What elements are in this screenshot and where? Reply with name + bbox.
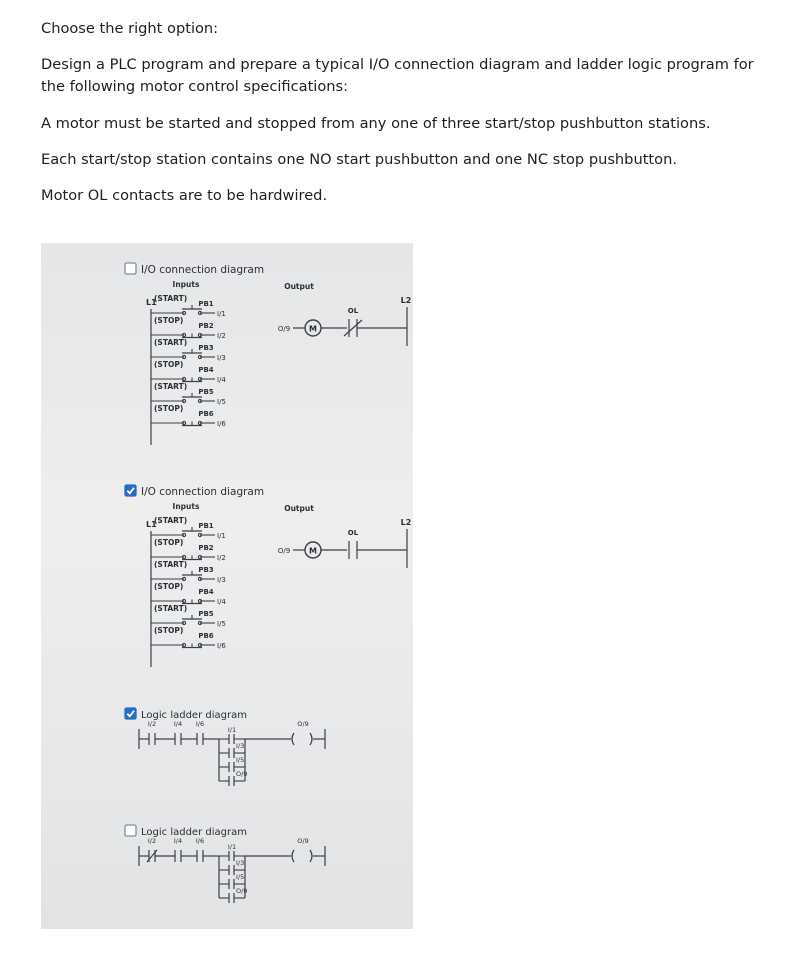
motor-label: M	[309, 546, 317, 556]
l1-label: L1	[146, 298, 157, 307]
pushbutton-id: PB5	[198, 388, 214, 396]
input-address: I/5	[217, 620, 226, 628]
series-contact-address: I/6	[195, 837, 205, 845]
input-address: I/2	[217, 554, 226, 562]
parallel-contact-address: I/3	[236, 742, 245, 750]
pushbutton-id: PB6	[198, 632, 214, 640]
input-address: I/3	[217, 354, 226, 362]
pushbutton-id: PB3	[198, 344, 214, 352]
question-text-1: Design a PLC program and prepare a typical I/O connection diagram and ladder logic program for the following motor control specifications:	[41, 56, 754, 95]
pushbutton-id: PB2	[198, 322, 214, 330]
series-contact-address: I/2	[147, 720, 157, 728]
parallel-contact-address: I/3	[236, 859, 245, 867]
coil-icon	[292, 733, 294, 745]
option-ladder-diagram	[125, 708, 325, 786]
inputs-title: Inputs	[172, 280, 200, 289]
coil-address: O/9	[297, 720, 309, 728]
option-checkbox[interactable]	[125, 263, 136, 274]
parallel-contact-address: I/5	[236, 756, 245, 764]
input-address: I/2	[217, 332, 226, 340]
pushbutton-tag: (START)	[154, 294, 188, 303]
option-label: I/O connection diagram	[141, 264, 265, 276]
series-contact-address: I/4	[173, 837, 183, 845]
input-address: I/1	[217, 532, 226, 540]
pushbutton-id: PB2	[198, 544, 214, 552]
option-io-diagram	[125, 263, 411, 445]
output-address: O/9	[277, 547, 291, 555]
pushbutton-tag: (START)	[154, 604, 188, 613]
pushbutton-id: PB1	[198, 522, 214, 530]
ol-label: OL	[347, 307, 359, 315]
option-label: I/O connection diagram	[141, 486, 265, 498]
option-checkbox[interactable]	[125, 485, 136, 496]
answer-options-svg	[41, 243, 413, 929]
instruction-text	[41, 18, 218, 40]
parallel-contact-address: O/9	[236, 770, 248, 778]
option-io-diagram	[125, 485, 411, 667]
input-address: I/6	[217, 642, 226, 650]
pushbutton-tag: (STOP)	[154, 538, 184, 547]
pushbutton-id: PB1	[198, 300, 214, 308]
question-paragraph-2	[41, 113, 710, 135]
parallel-contact-address: O/9	[236, 887, 248, 895]
pushbutton-id: PB4	[198, 366, 214, 374]
question-text-2: A motor must be started and stopped from any one of three start/stop pushbutton stations.	[41, 115, 711, 132]
pushbutton-tag: (STOP)	[154, 360, 184, 369]
output-title: Output	[284, 504, 314, 513]
option-label: Logic ladder diagram	[141, 710, 247, 721]
pushbutton-tag: (STOP)	[154, 582, 184, 591]
coil-icon	[310, 733, 312, 745]
question-paragraph-1	[41, 54, 776, 98]
option-ladder-diagram	[125, 825, 325, 903]
l2-label: L2	[400, 518, 412, 527]
parallel-contact-address: I/1	[227, 726, 237, 734]
option-checkbox[interactable]	[125, 708, 136, 719]
parallel-contact-address: I/1	[227, 843, 237, 851]
motor-label: M	[309, 324, 317, 334]
input-address: I/4	[217, 376, 226, 384]
inputs-title: Inputs	[172, 502, 200, 511]
series-contact-address: I/6	[195, 720, 205, 728]
series-contact-address: I/2	[147, 837, 157, 845]
input-address: I/1	[217, 310, 226, 318]
pushbutton-id: PB5	[198, 610, 214, 618]
ol-label: OL	[347, 529, 359, 537]
pushbutton-id: PB3	[198, 566, 214, 574]
instruction: Choose the right option:	[41, 20, 219, 37]
input-address: I/5	[217, 398, 226, 406]
pushbutton-tag: (START)	[154, 338, 188, 347]
series-contact-address: I/4	[173, 720, 183, 728]
pushbutton-tag: (START)	[154, 516, 188, 525]
question-text-3: Each start/stop station contains one NO start pushbutton and one NC stop pushbutton.	[41, 151, 677, 168]
question-paragraph-4	[41, 185, 327, 207]
pushbutton-tag: (START)	[154, 560, 188, 569]
pushbutton-tag: (STOP)	[154, 626, 184, 635]
l1-label: L1	[146, 520, 157, 529]
output-address: O/9	[277, 325, 291, 333]
l2-label: L2	[400, 296, 412, 305]
coil-icon	[310, 850, 312, 862]
parallel-contact-address: I/5	[236, 873, 245, 881]
question-paragraph-3	[41, 149, 677, 171]
input-address: I/6	[217, 420, 226, 428]
pushbutton-tag: (STOP)	[154, 404, 184, 413]
coil-icon	[292, 850, 294, 862]
option-label: Logic ladder diagram	[141, 827, 247, 838]
input-address: I/4	[217, 598, 226, 606]
output-title: Output	[284, 282, 314, 291]
option-checkbox[interactable]	[125, 825, 136, 836]
pushbutton-id: PB6	[198, 410, 214, 418]
pushbutton-tag: (STOP)	[154, 316, 184, 325]
coil-address: O/9	[297, 837, 309, 845]
answer-options-photo	[41, 243, 413, 929]
pushbutton-id: PB4	[198, 588, 214, 596]
question-text-4: Motor OL contacts are to be hardwired.	[41, 187, 328, 204]
pushbutton-tag: (START)	[154, 382, 188, 391]
input-address: I/3	[217, 576, 226, 584]
